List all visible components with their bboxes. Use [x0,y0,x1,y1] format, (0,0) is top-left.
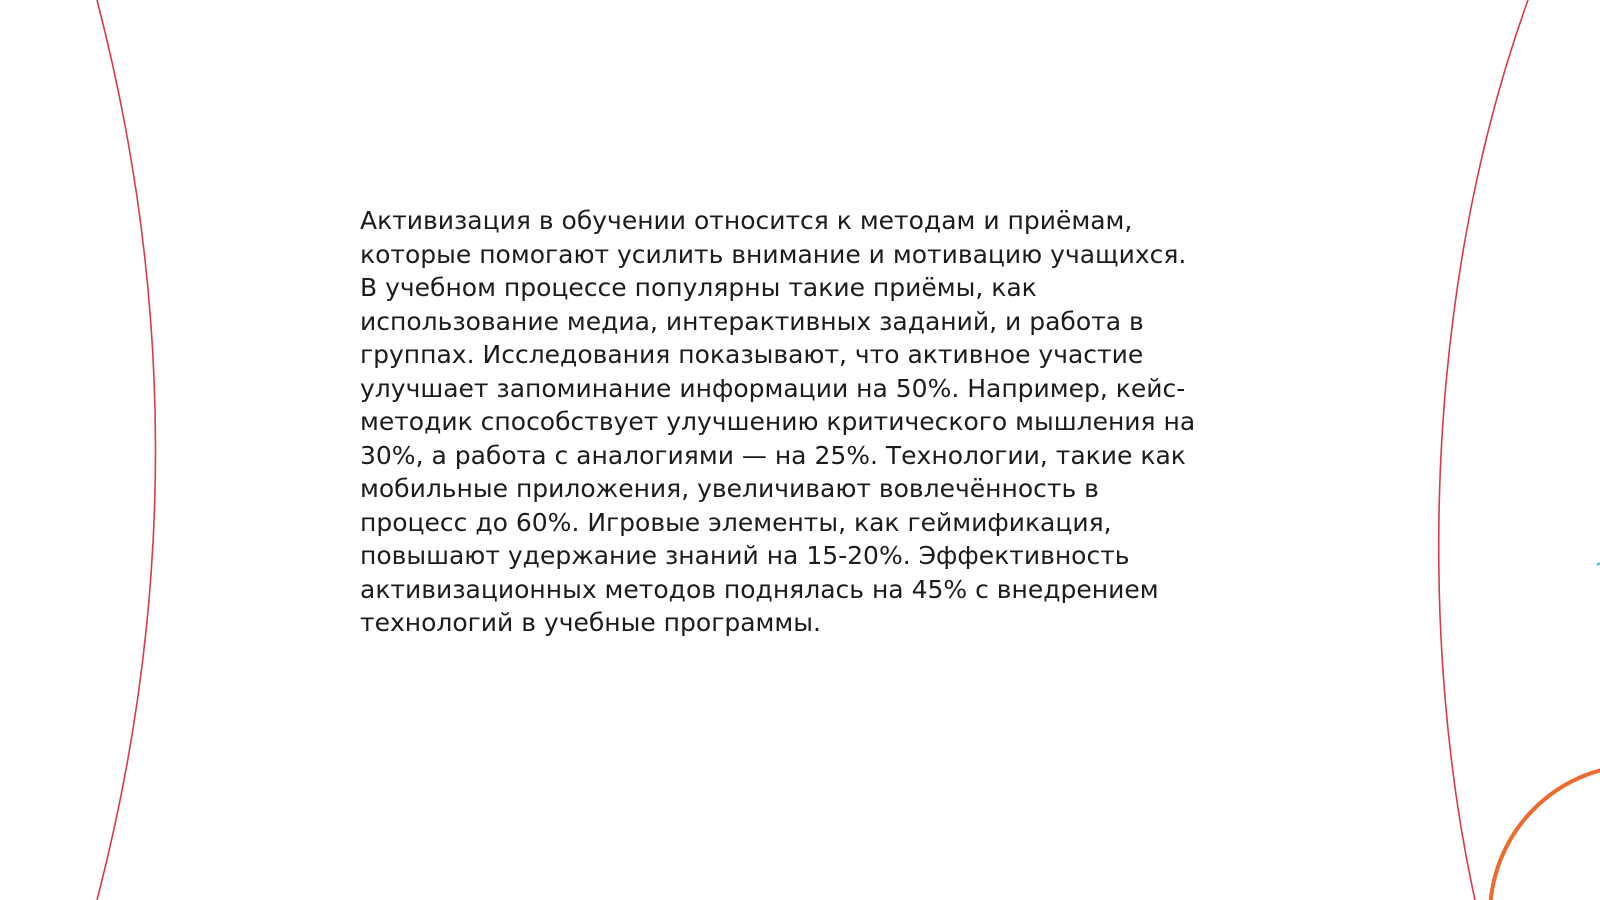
right-curve-line [1439,0,1528,900]
left-curve-line [97,0,156,900]
body-text: Активизация в обучении относится к методам и приёмам, которые помогают усилить внимание и мотивацию учащихся. В учебном процессе популярны такие приёмы, как использование медиа, интерактивных заданий, и работа в группах. Исследования показывают, что активное участие улучшает запоминание информации на 50%. Например, кейс- методик способствует улучшению критического мышления на 30%, а работа с аналогиями — на 25%. Технологии, такие как мобильные приложения, увеличивают вовлечённость в процесс до 60%. Игровые элементы, как геймификация, повышают удержание знаний на 15-20%. Эффективность активизационных методов поднялась на 45% с внедрением технологий в учебные программы. [360,206,1196,637]
orange-circle-arc [1490,765,1600,900]
